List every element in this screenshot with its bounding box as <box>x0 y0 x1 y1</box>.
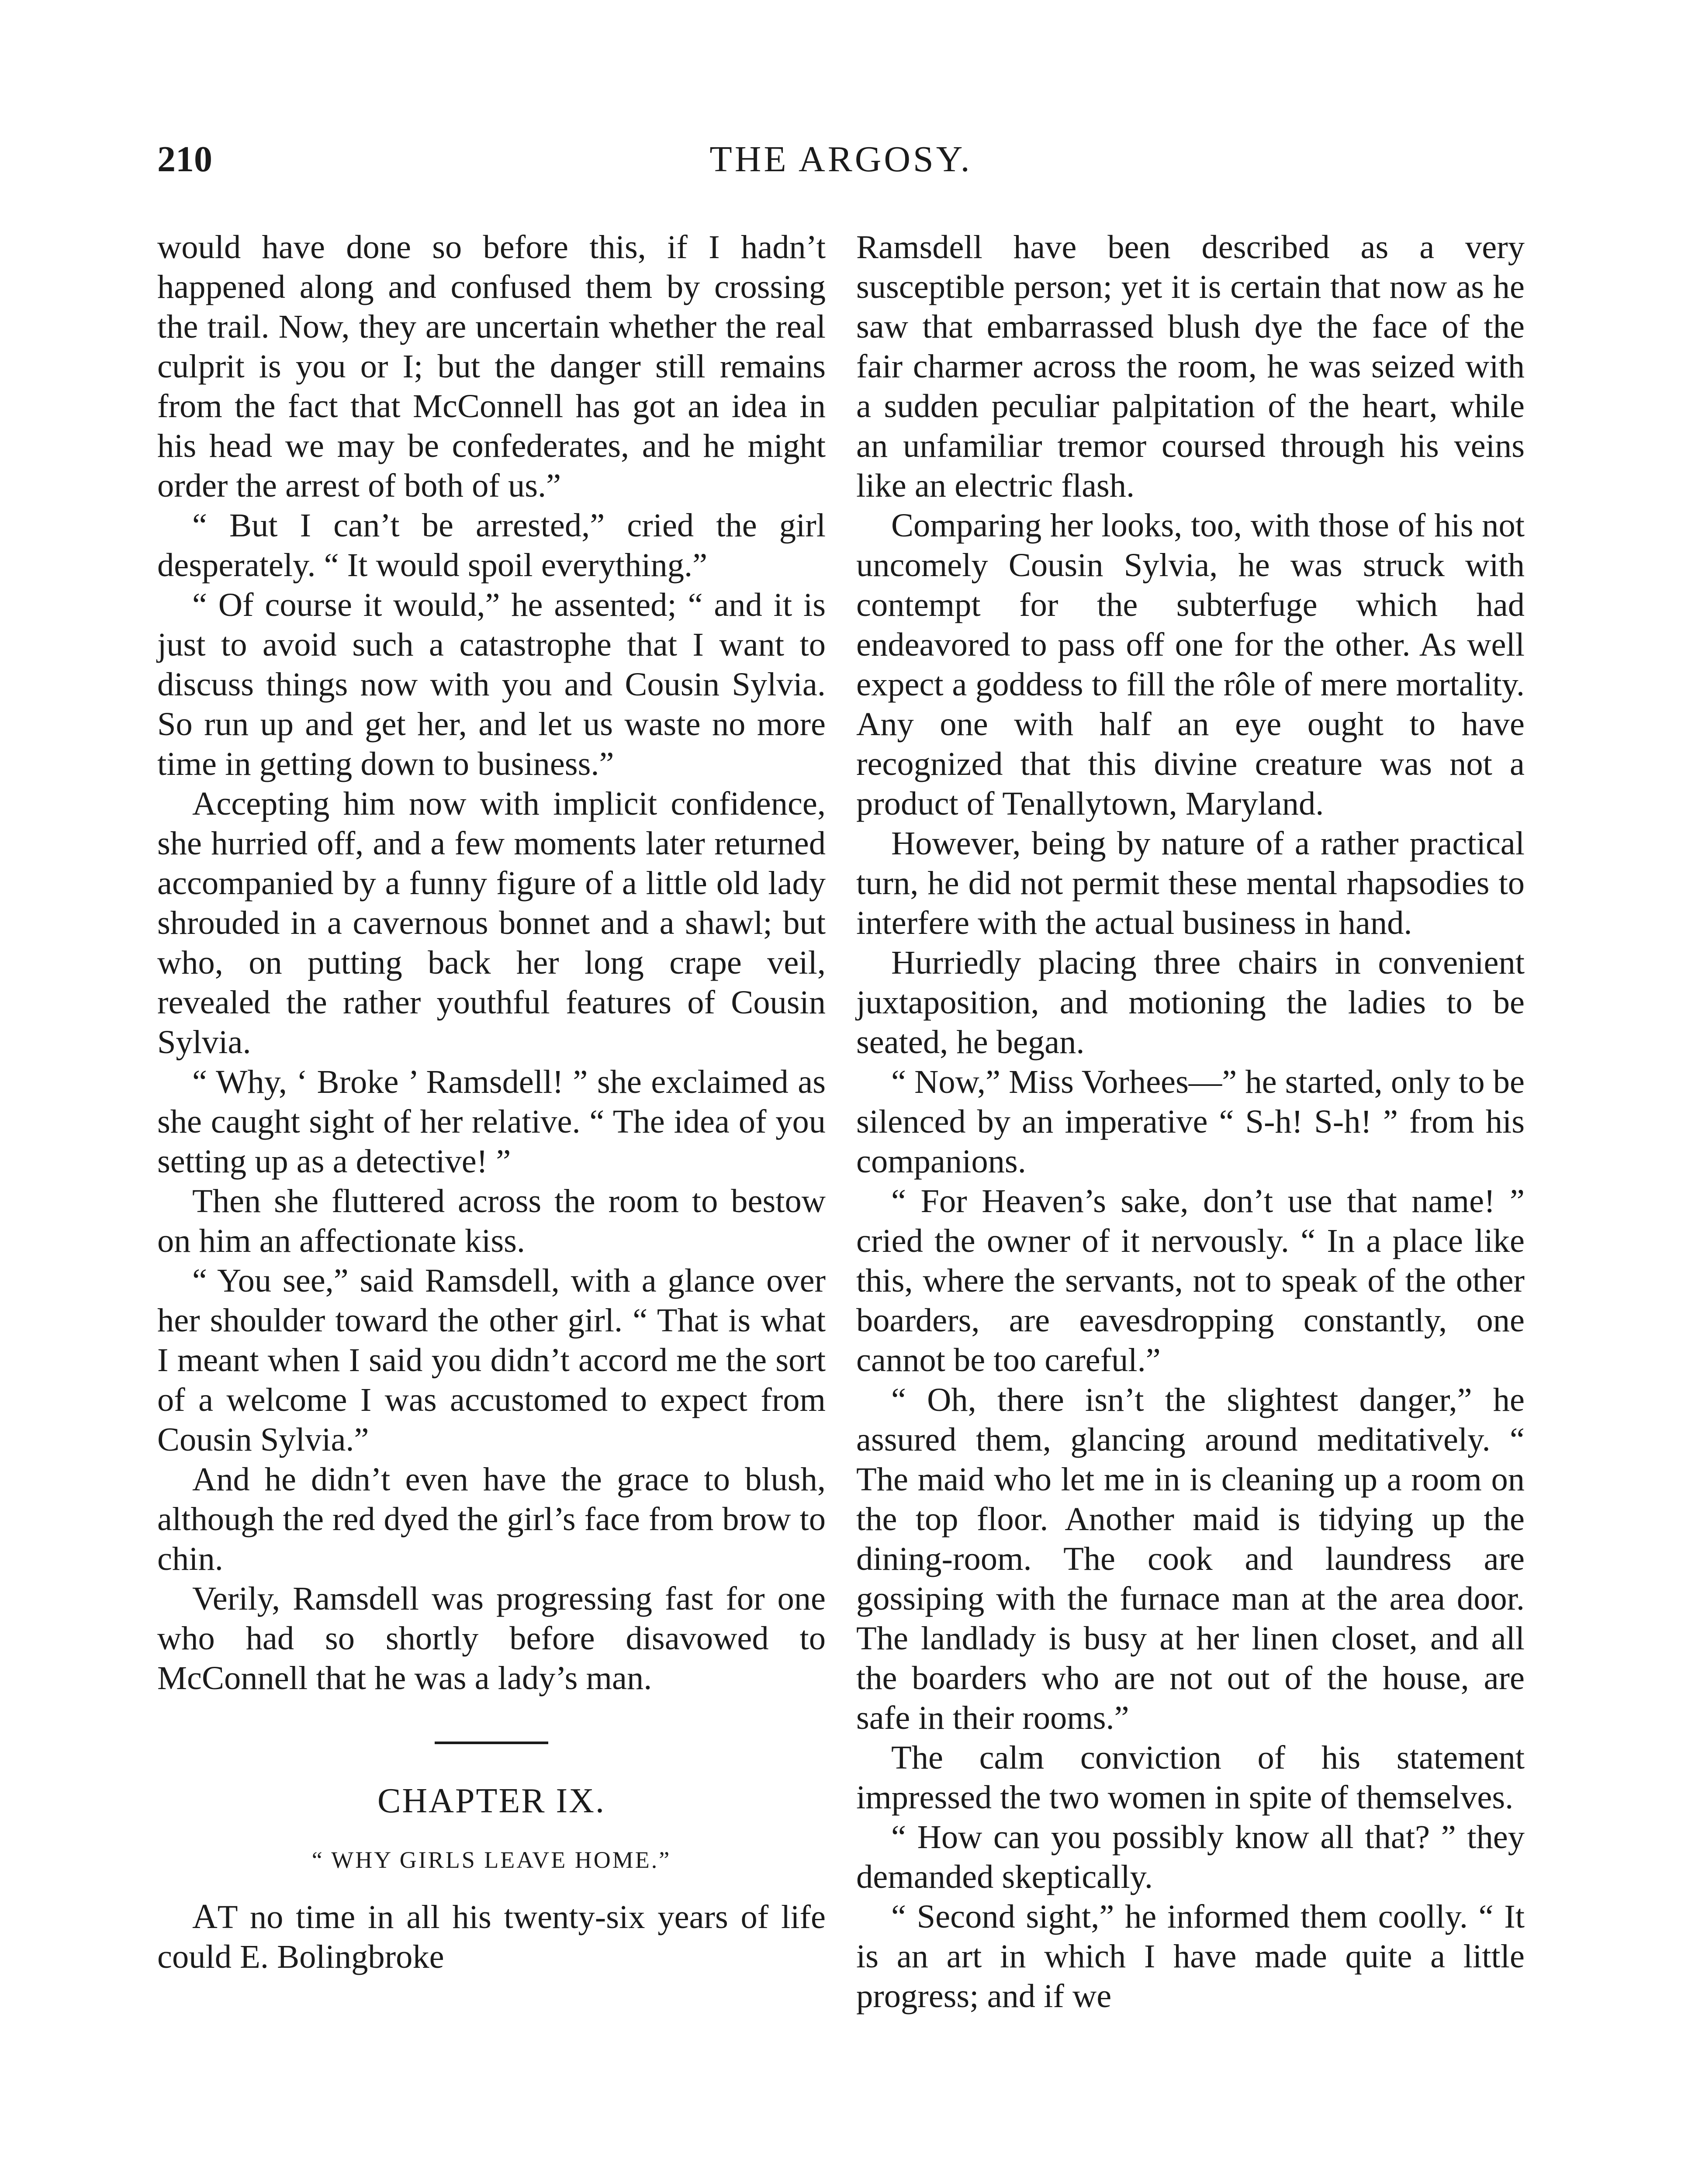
paragraph: Comparing her looks, too, with those of his not uncomely Cousin Sylvia, he was struck with contempt for the subterfuge which had endeavored to pass off one for the other. As well expect a goddess to fill the rôle of mere mortality. Any one with half an eye ought to have recognized that this divine creature was not a product of Tenallytown, Maryland. <box>856 507 1525 822</box>
paragraph: “ Now,” Miss Vorhees—” he started, only to be silenced by an imperative “ S-h! S-h! ” from his companions. <box>856 1063 1525 1180</box>
paragraph: “ You see,” said Ramsdell, with a glance over her shoulder toward the other girl. “ That is what I meant when I said you didn’t accord me the sort of a welcome I was accustomed to expect from Cousin Sylvia.” <box>157 1262 826 1458</box>
paragraph: “ For Heaven’s sake, don’t use that name! ” cried the owner of it nervously. “ In a place like this, where the servants, not to speak of the other boarders, are eavesdropping constantly, one cannot be too careful.” <box>856 1182 1525 1379</box>
paragraph: And he didn’t even have the grace to blush, although the red dyed the girl’s face from brow to chin. <box>157 1461 826 1577</box>
paragraph: However, being by nature of a rather practical turn, he did not permit these mental rhapsodies to interfere with the actual business in hand. <box>856 825 1525 941</box>
paragraph: would have done so before this, if I hadn’t happened along and confused them by crossing the trail. Now, they are uncertain whether the real culprit is you or I; but the danger still remains from the fact that McConnell has got an idea in his head we may be confederates, and he might order the arrest of both of us.” <box>157 228 826 504</box>
paragraph: “ Why, ‘ Broke ’ Ramsdell! ” she exclaimed as she caught sight of her relative. “ The idea of you setting up as a detective! ” <box>157 1063 826 1180</box>
left-column <box>157 227 826 1977</box>
paragraph: “ But I can’t be arrested,” cried the girl desperately. “ It would spoil everything.” <box>157 507 826 584</box>
page-number: 210 <box>157 139 212 180</box>
chapter-divider <box>435 1742 548 1744</box>
chapter-subtitle: “ WHY GIRLS LEAVE HOME.” <box>311 1847 671 1873</box>
page-header <box>157 135 1525 183</box>
paragraph: “ Oh, there isn’t the slightest danger,” he assured them, glancing around meditatively. “ The maid who let me in is cleaning up a room on the top floor. Another maid is tidying up the dining-room. The cook and laundress are gossiping with the furnace man at the area door. The landlady is busy at her linen closet, and all the boarders who are not out of the house, are safe in their rooms.” <box>856 1381 1525 1736</box>
chapter-title: CHAPTER IX. <box>377 1782 605 1820</box>
paragraph: “ How can you possibly know all that? ” they demanded skeptically. <box>856 1818 1525 1895</box>
chapter-opening-paragraph: AT no time in all his twenty-six years of life could E. Bolingbroke <box>157 1897 826 1975</box>
paragraph: Accepting him now with implicit confidence, she hurried off, and a few moments later returned accompanied by a funny figure of a little old lady shrouded in a cavernous bonnet and a shawl; but who, on putting back her long crape veil, revealed the rather youthful features of Cousin Sylvia. <box>157 785 826 1061</box>
paragraph: Verily, Ramsdell was progressing fast for one who had so shortly before disavowed to McConnell that he was a lady’s man. <box>157 1580 826 1697</box>
paragraph: Ramsdell have been described as a very susceptible person; yet it is certain that now as he saw that embarrassed blush dye the face of the fair charmer across the room, he was seized with a sudden peculiar palpitation of the heart, while an unfamiliar tremor coursed through his veins like an electric flash. <box>856 228 1525 504</box>
paragraph: “ Second sight,” he informed them coolly. “ It is an art in which I have made quite a little progress; and if we <box>856 1898 1525 2015</box>
paragraph: The calm conviction of his statement impressed the two women in spite of themselves. <box>856 1739 1525 1816</box>
running-title: THE ARGOSY. <box>709 139 972 180</box>
paragraph: Then she fluttered across the room to bestow on him an affectionate kiss. <box>157 1182 826 1259</box>
paragraph: Hurriedly placing three chairs in convenient juxtaposition, and motioning the ladies to be seated, he began. <box>856 944 1525 1061</box>
right-column <box>856 227 1525 2016</box>
paragraph: “ Of course it would,” he assented; “ and it is just to avoid such a catastrophe that I want to discuss things now with you and Cousin Sylvia. So run up and get her, and let us waste no more time in getting down to business.” <box>157 586 826 782</box>
